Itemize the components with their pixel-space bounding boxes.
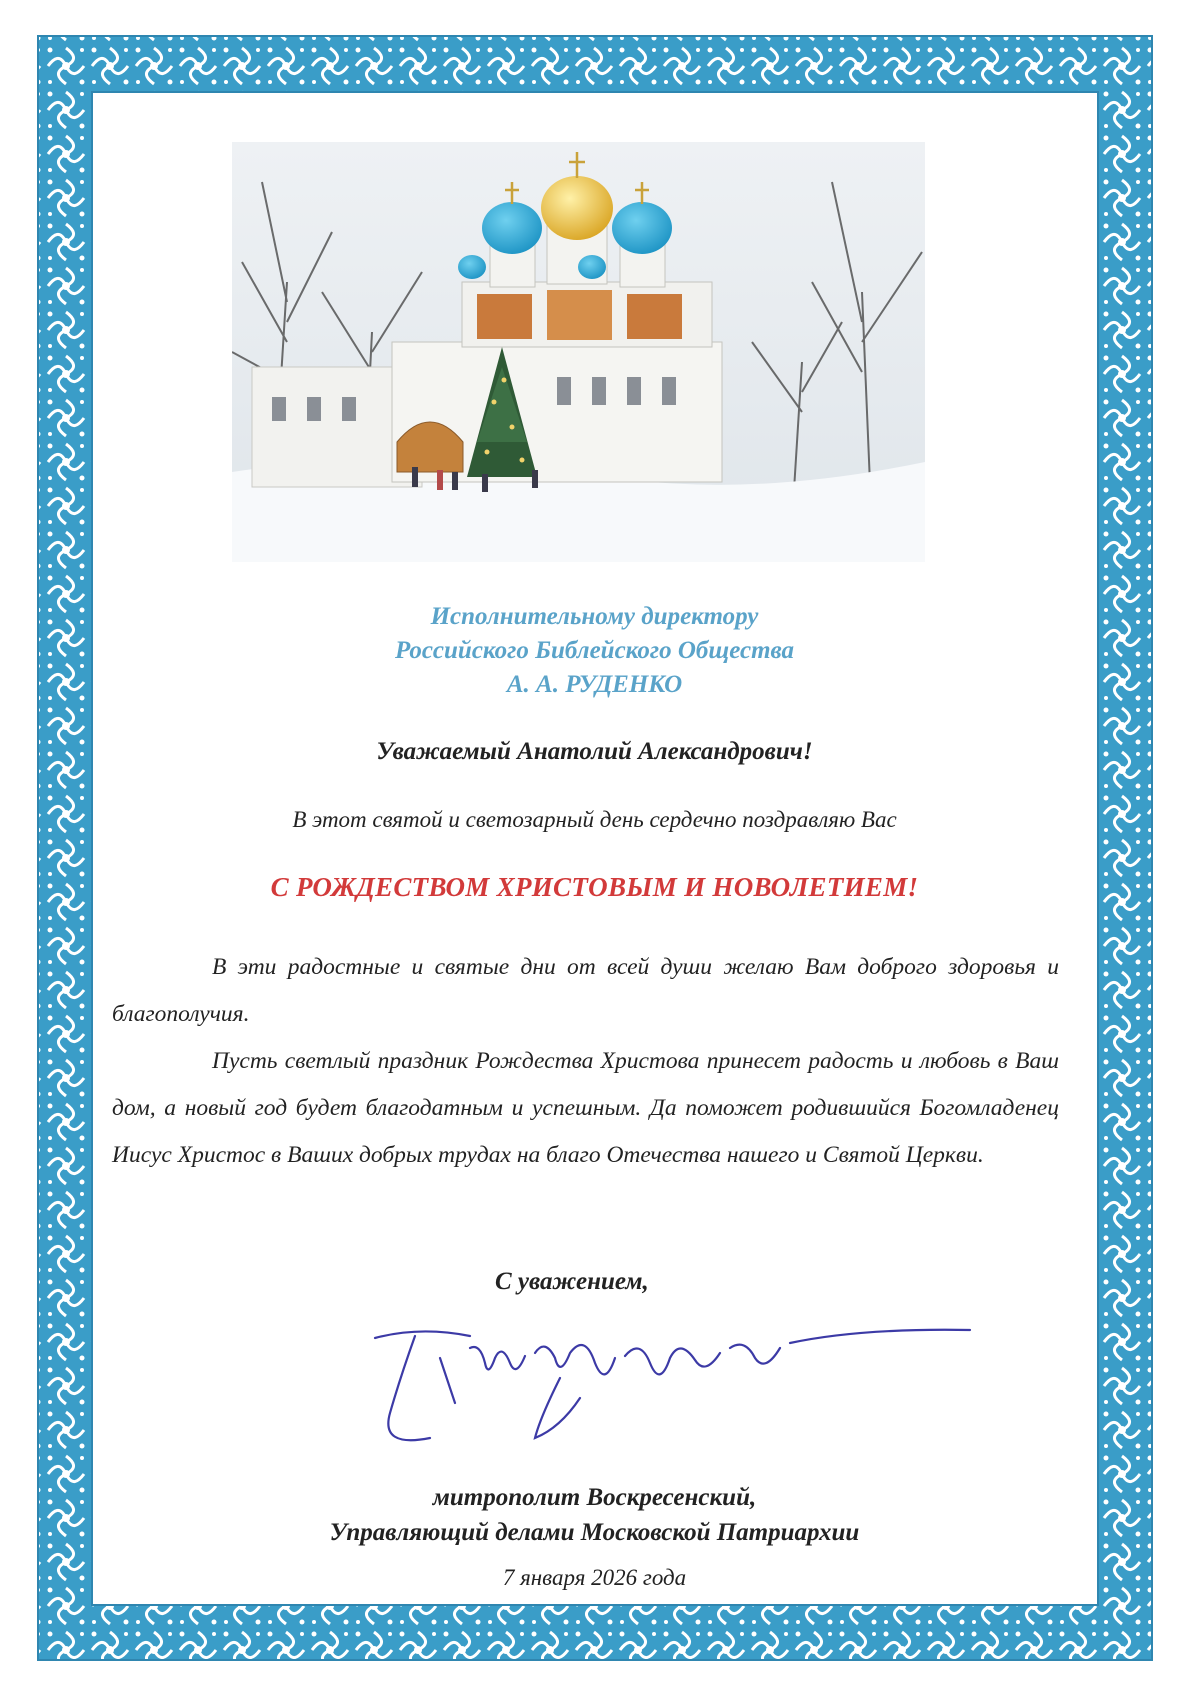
addressee-block <box>110 600 1079 702</box>
addressee-line-name: А. А. РУДЕНКО <box>506 671 683 698</box>
signer-block <box>110 1480 1079 1550</box>
greeting-headline: С РОЖДЕСТВОМ ХРИСТОВЫМ И НОВОЛЕТИЕМ! <box>270 872 919 902</box>
body-paragraph-1: В эти радостные и святые дни от всей души желаю Вам доброго здоровья и благополучия. <box>112 954 1059 1027</box>
addressee-line-organization: Российского Библейского Общества <box>394 637 795 664</box>
cathedral-winter-photo <box>232 142 925 562</box>
salutation: Уважаемый Анатолий Александрович! <box>376 738 813 765</box>
signer-title: митрополит Воскресенский, <box>432 1484 757 1511</box>
intro-line: В этот святой и светозарный день сердечно поздравляю Вас <box>292 807 897 832</box>
body-paragraph-2: Пусть светлый праздник Рождества Христова принесет радость и любовь в Ваш дом, а новый год будет благодатным и успешным. Да поможет родившийся Богомладенец Иисус Христос в Ваших добрых трудах на благо Отечества нашего и Святой Церкви. <box>112 1048 1059 1168</box>
addressee-line-title: Исполнительному директору <box>430 603 759 630</box>
closing-phrase: С уважением, <box>495 1268 649 1295</box>
signer-position: Управляющий делами Московской Патриархии <box>329 1519 860 1546</box>
letter-body <box>112 944 1059 1179</box>
handwritten-signature-icon <box>360 1318 980 1468</box>
letter-date: 7 января 2026 года <box>502 1565 687 1590</box>
